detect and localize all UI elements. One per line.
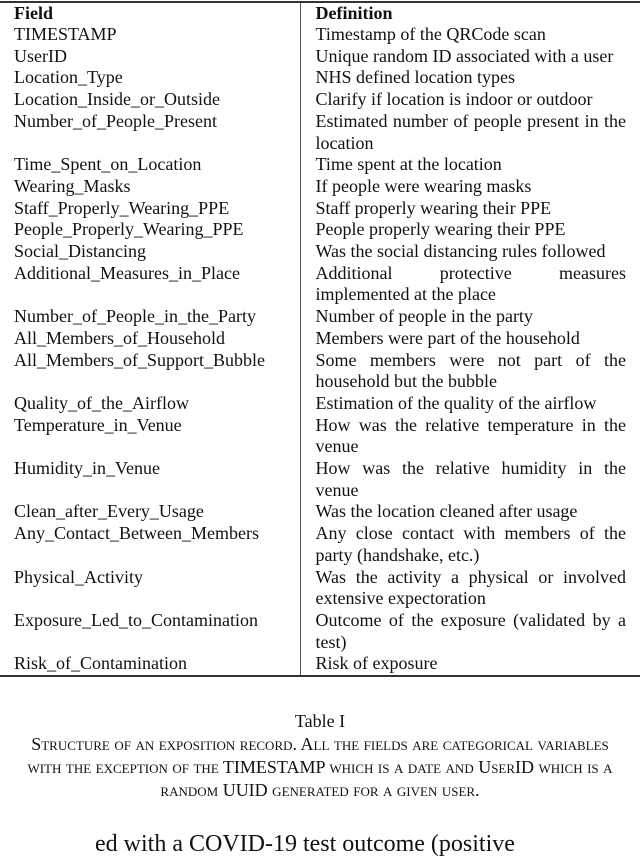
field-definition-cell: Number of people in the party bbox=[300, 306, 640, 328]
table-row bbox=[0, 393, 640, 415]
field-definition-cell: Estimated number of people present in the location bbox=[300, 111, 640, 154]
field-definition-cell: Timestamp of the QRCode scan bbox=[300, 24, 640, 46]
field-definition-cell: How was the relative temperature in the venue bbox=[300, 415, 640, 458]
field-definition-cell: Any close contact with members of the party (handshake, etc.) bbox=[300, 523, 640, 566]
field-name-cell: Risk_of_Contamination bbox=[14, 653, 187, 674]
field-definition-cell: If people were wearing masks bbox=[300, 176, 640, 198]
field-name-cell: Any_Contact_Between_Members bbox=[14, 523, 259, 544]
table-row bbox=[0, 306, 640, 328]
field-name-cell: All_Members_of_Support_Bubble bbox=[14, 349, 265, 370]
table-row bbox=[0, 241, 640, 263]
field-definition-cell: Was the location cleaned after usage bbox=[300, 501, 640, 523]
field-definition-cell: Some members were not part of the household but the bubble bbox=[300, 350, 640, 393]
table-row bbox=[0, 458, 640, 501]
cutoff-body-text bbox=[0, 829, 640, 857]
column-header-definition: Definition bbox=[300, 3, 640, 24]
table-row bbox=[0, 154, 640, 176]
field-name-cell: Temperature_in_Venue bbox=[14, 414, 182, 435]
field-name-cell: People_Properly_Wearing_PPE bbox=[14, 219, 244, 240]
field-name-cell: Clean_after_Every_Usage bbox=[14, 501, 204, 522]
field-name-cell: Additional_Measures_in_Place bbox=[14, 262, 240, 283]
field-name-cell: TIMESTAMP bbox=[14, 24, 117, 44]
field-definition-cell: Was the social distancing rules followed bbox=[300, 241, 640, 263]
field-name-cell: Number_of_People_Present bbox=[14, 110, 217, 131]
table-row bbox=[0, 111, 640, 154]
field-name-cell: All_Members_of_Household bbox=[14, 327, 225, 348]
caption-label: Table I bbox=[294, 711, 346, 731]
field-definition-cell: People properly wearing their PPE bbox=[300, 219, 640, 241]
table-row bbox=[0, 501, 640, 523]
cutoff-body-text-line: ed with a COVID-19 test outcome (positive bbox=[95, 831, 515, 857]
field-name-cell: Location_Type bbox=[14, 67, 123, 88]
field-definition-cell: Risk of exposure bbox=[300, 653, 640, 675]
table-row bbox=[0, 610, 640, 653]
table-row bbox=[0, 328, 640, 350]
field-definition-cell: NHS defined location types bbox=[300, 67, 640, 89]
field-name-cell: Quality_of_the_Airflow bbox=[14, 392, 189, 413]
table-caption bbox=[0, 710, 640, 802]
field-definition-cell: Outcome of the exposure (validated by a test) bbox=[300, 610, 640, 653]
field-name-cell: UserID bbox=[14, 45, 67, 66]
column-header-field: Field bbox=[14, 3, 53, 23]
field-definition-cell: Estimation of the quality of the airflow bbox=[300, 393, 640, 415]
table-row bbox=[0, 24, 640, 46]
field-name-cell: Staff_Properly_Wearing_PPE bbox=[14, 197, 230, 218]
table-row bbox=[0, 567, 640, 610]
field-definition-cell: Unique random ID associated with a user bbox=[300, 46, 640, 68]
table-header-row bbox=[0, 3, 640, 24]
field-name-cell: Wearing_Masks bbox=[14, 175, 131, 196]
field-definition-cell: How was the relative humidity in the venue bbox=[300, 458, 640, 501]
field-name-cell: Social_Distancing bbox=[14, 241, 146, 262]
caption-text: Structure of an exposition record. All the fields are categorical variables with the exception of the TIMESTAMP which is a date and UserID which is a random UUID generated for a given user. bbox=[27, 734, 613, 800]
field-name-cell: Location_Inside_or_Outside bbox=[14, 89, 220, 110]
field-name-cell: Exposure_Led_to_Contamination bbox=[14, 609, 258, 630]
field-definition-cell: Time spent at the location bbox=[300, 154, 640, 176]
table-row bbox=[0, 198, 640, 220]
table-row bbox=[0, 176, 640, 198]
table-row bbox=[0, 523, 640, 566]
table-row bbox=[0, 350, 640, 393]
table-bottom-rule bbox=[0, 675, 640, 677]
table-row bbox=[0, 46, 640, 68]
field-definition-cell: Staff properly wearing their PPE bbox=[300, 198, 640, 220]
table-row bbox=[0, 67, 640, 89]
table-row bbox=[0, 263, 640, 306]
field-name-cell: Number_of_People_in_the_Party bbox=[14, 306, 256, 327]
table-body bbox=[0, 24, 640, 675]
record-structure-table bbox=[0, 3, 640, 675]
field-name-cell: Time_Spent_on_Location bbox=[14, 154, 202, 175]
table-row bbox=[0, 415, 640, 458]
field-name-cell: Humidity_in_Venue bbox=[14, 458, 160, 479]
table-row bbox=[0, 653, 640, 675]
field-definition-cell: Clarify if location is indoor or outdoor bbox=[300, 89, 640, 111]
field-definition-cell: Additional protective measures implemented at the place bbox=[300, 263, 640, 306]
field-definition-cell: Was the activity a physical or involved extensive expectoration bbox=[300, 567, 640, 610]
table-row bbox=[0, 219, 640, 241]
table-row bbox=[0, 89, 640, 111]
field-definition-cell: Members were part of the household bbox=[300, 328, 640, 350]
field-name-cell: Physical_Activity bbox=[14, 566, 143, 587]
